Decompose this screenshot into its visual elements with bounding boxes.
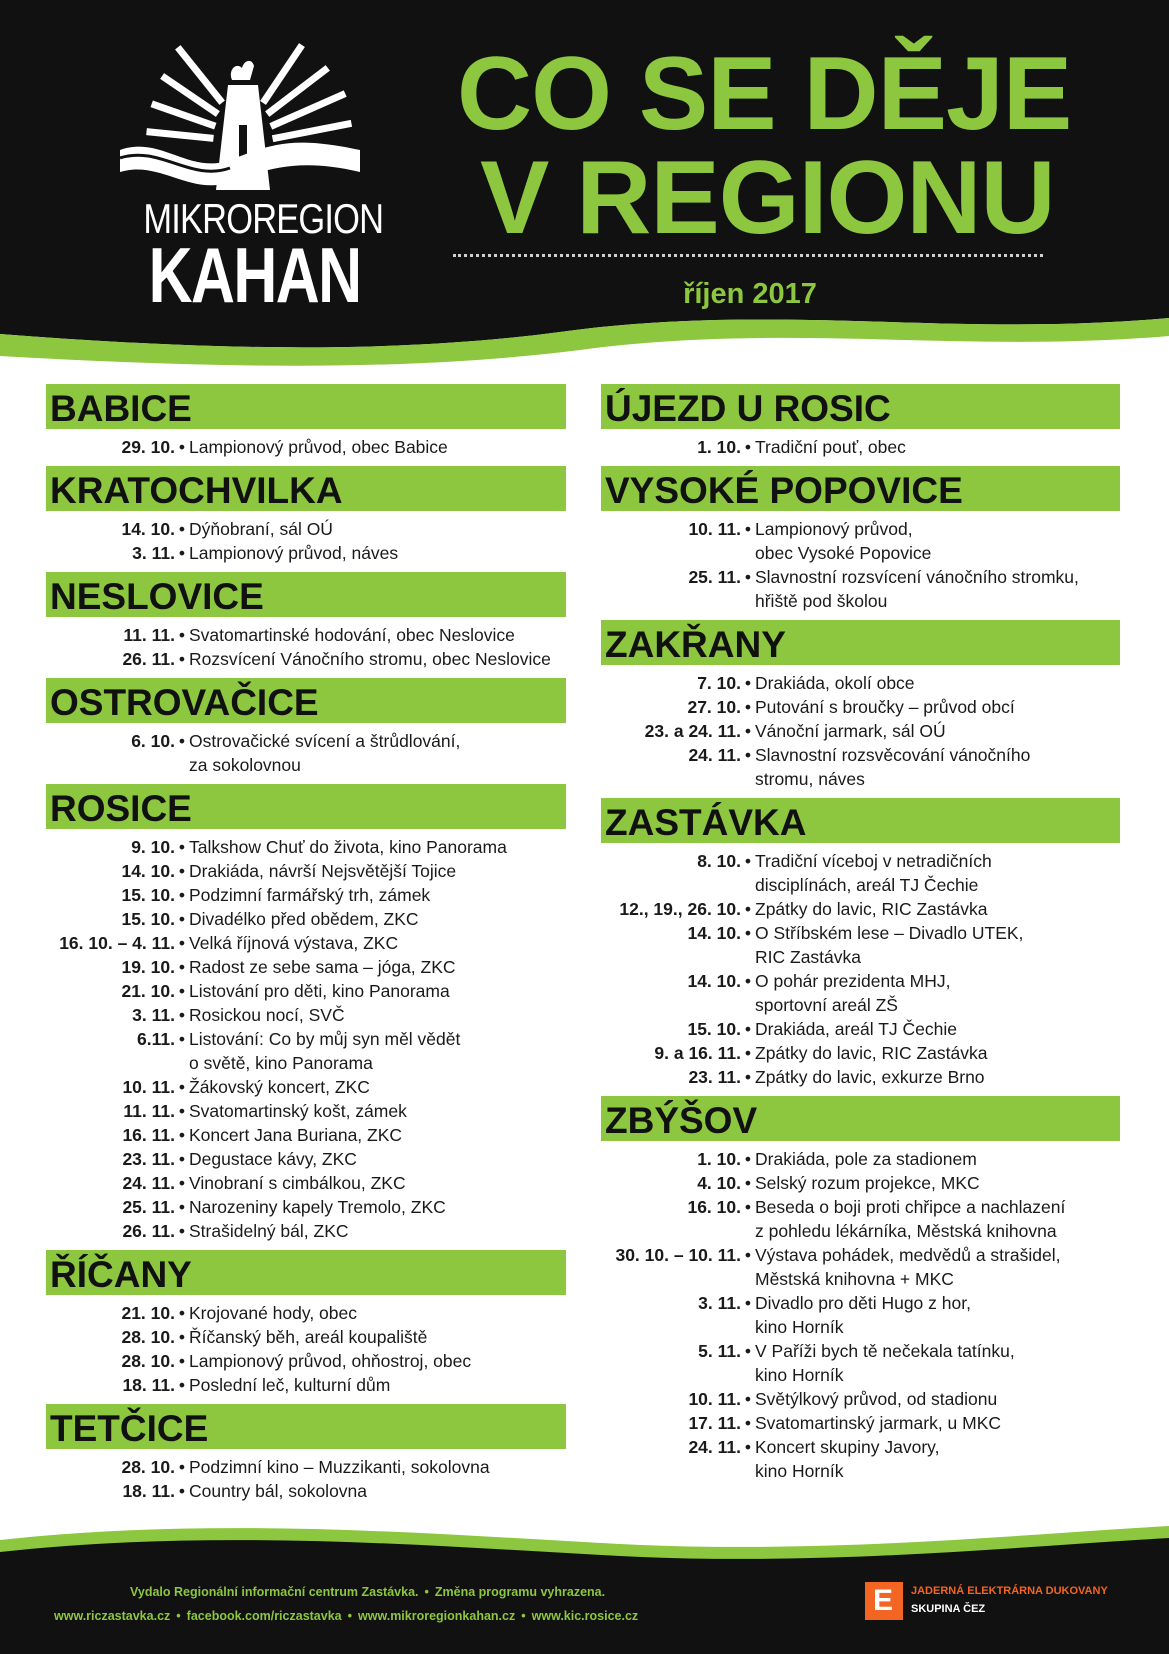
municipality-section [601,620,1120,791]
bullet: • [178,885,186,905]
event-date: 3. 11. [132,1005,175,1025]
bullet: • [178,1029,186,1049]
footer [0,1500,1169,1654]
event-date: 24. 11. [122,1173,175,1193]
event-list [46,429,566,459]
event-date: 3. 11. [698,1293,741,1313]
bullet: • [744,697,752,717]
event-date: 18. 11. [122,1375,175,1395]
bullet: • [178,1303,186,1323]
footer-background [0,1500,1169,1654]
event-list [601,1141,1120,1483]
event-text: Selský rozum projekce, MKC [755,1173,980,1193]
bullet: • [178,1481,186,1501]
footer-publisher-line [130,1585,605,1599]
event-text: Lampionový průvod, obec Babice [189,437,448,457]
event-text: Svatomartinský košt, zámek [189,1101,407,1121]
bullet: • [744,1149,752,1169]
page-title-line2: V REGIONU [480,140,1055,256]
municipality-heading: ŘÍČANY [46,1250,566,1295]
bullet: • [178,1077,186,1097]
event-text: Koncert skupiny Javory, kino Horník [755,1437,940,1481]
event-list [601,665,1120,791]
footer-links [54,1609,638,1623]
bullet: • [178,1327,186,1347]
event-date: 10. 11. [688,1389,741,1409]
bullet: • [744,721,752,741]
event-list [601,511,1120,613]
event-date: 14. 10. [121,519,175,539]
municipality-heading: OSTROVAČICE [46,678,566,723]
bullet: • [178,957,186,977]
event-row [601,1339,1120,1387]
event-row [601,1171,1120,1195]
event-date: 14. 10. [687,971,741,991]
event-date: 10. 11. [688,519,741,539]
municipality-section [601,384,1120,459]
event-date: 6. 10. [131,731,175,751]
cez-logo-icon: E [865,1582,903,1620]
municipality-section [46,784,566,1243]
event-row [601,435,1120,459]
bullet: • [178,625,186,645]
event-text: Zpátky do lavic, RIC Zastávka [755,1043,988,1063]
right-column [601,384,1120,1490]
municipality-heading: ÚJEZD U ROSIC [601,384,1120,429]
lamp-logo-icon [120,40,380,200]
event-date: 16. 11. [122,1125,175,1145]
header [0,0,1169,380]
event-row [601,1243,1120,1291]
event-text: Lampionový průvod, obec Vysoké Popovice [755,519,932,563]
event-row [46,1349,566,1373]
event-date: 14. 10. [121,861,175,881]
event-text: Světýlkový průvod, od stadionu [755,1389,998,1409]
event-row [601,897,1120,921]
event-text: Divadélko před obědem, ZKC [189,909,419,929]
event-date: 15. 10. [121,885,175,905]
bullet: • [744,567,752,587]
bullet: • [744,923,752,943]
event-date: 8. 10. [697,851,741,871]
bullet: • [178,1125,186,1145]
event-row [601,695,1120,719]
event-text: Dýňobraní, sál OÚ [189,519,333,539]
event-row [601,565,1120,613]
event-date: 28. 10. [121,1351,175,1371]
bullet: • [744,1019,752,1039]
event-text: Slavnostní rozsvěcování vánočního stromu, náves [755,745,1031,789]
event-date: 24. 11. [688,1437,741,1457]
bullet: • [744,1389,752,1409]
event-text: Listování pro děti, kino Panorama [189,981,450,1001]
event-row [46,907,566,931]
event-date: 16. 10. – 4. 11. [59,933,175,953]
event-text: O pohár prezidenta MHJ, sportovní areál ZŠ [755,971,951,1015]
event-date: 26. 11. [122,1221,175,1241]
municipality-heading: NESLOVICE [46,572,566,617]
event-row [46,979,566,1003]
event-row [601,1195,1120,1243]
event-date: 15. 10. [121,909,175,929]
event-text: Drakiáda, pole za stadionem [755,1149,977,1169]
event-list [46,1449,566,1503]
bullet: • [744,1245,752,1265]
bullet: • [744,519,752,539]
event-date: 11. 11. [123,1101,175,1121]
municipality-section [46,1404,566,1503]
event-list [601,843,1120,1089]
event-row [601,1291,1120,1339]
event-row [601,921,1120,969]
bullet: • [744,1197,752,1217]
event-date: 15. 10. [687,1019,741,1039]
event-text: Listování: Co by můj syn měl vědět o světě, kino Panorama [189,1029,461,1073]
event-date: 21. 10. [121,981,175,1001]
bullet: • [178,1173,186,1193]
bullet: • [744,899,752,919]
municipality-heading: VYSOKÉ POPOVICE [601,466,1120,511]
event-date: 1. 10. [697,1149,741,1169]
municipality-heading: ZASTÁVKA [601,798,1120,843]
event-list [46,511,566,565]
bullet: • [744,673,752,693]
event-row [601,1017,1120,1041]
municipality-heading: ROSICE [46,784,566,829]
bullet: • [744,851,752,871]
bullet: • [178,519,186,539]
month-label: říjen 2017 [683,278,817,310]
municipality-section [46,384,566,459]
event-row [601,719,1120,743]
event-row [46,1147,566,1171]
event-date: 25. 11. [688,567,741,587]
event-date: 7. 10. [697,673,741,693]
footer-link-riczastavka[interactable]: www.riczastavka.cz [54,1609,171,1623]
event-date: 29. 10. [121,437,175,457]
event-row [46,541,566,565]
event-date: 21. 10. [121,1303,175,1323]
logo-line-mikroregion: MIKROREGION [143,195,384,242]
event-row [601,743,1120,791]
municipality-heading: TETČICE [46,1404,566,1449]
event-row [601,1065,1120,1089]
bullet: • [178,909,186,929]
event-row [601,969,1120,1017]
event-row [46,1325,566,1349]
event-row [46,1455,566,1479]
event-text: Poslední leč, kulturní dům [189,1375,391,1395]
event-date: 1. 10. [697,437,741,457]
event-text: Podzimní farmářský trh, zámek [189,885,431,905]
event-date: 14. 10. [687,923,741,943]
bullet: • [178,1221,186,1241]
bullet: • [178,1101,186,1121]
event-date: 16. 10. [687,1197,741,1217]
event-row [46,435,566,459]
event-text: Slavnostní rozsvícení vánočního stromku, hřiště pod školou [755,567,1079,611]
event-row [601,1411,1120,1435]
bullet: • [178,543,186,563]
event-row [601,1041,1120,1065]
event-row [46,1123,566,1147]
event-row [601,1387,1120,1411]
event-date: 23. a 24. 11. [644,721,741,741]
event-text: Degustace kávy, ZKC [189,1149,357,1169]
event-text: Lampionový průvod, náves [189,543,399,563]
bullet: • [178,649,186,669]
event-row [601,517,1120,565]
logo-line-kahan: KAHAN [148,231,361,319]
event-date: 30. 10. – 10. 11. [615,1245,741,1265]
bullet: • [744,971,752,991]
event-date: 12., 19., 26. 10. [619,899,741,919]
event-text: Podzimní kino – Muzzikanti, sokolovna [189,1457,490,1477]
event-text: Zpátky do lavic, exkurze Brno [755,1067,985,1087]
event-row [46,1195,566,1219]
event-text: O Stříbském lese – Divadlo UTEK, RIC Zastávka [755,923,1024,967]
event-text: Vinobraní s cimbálkou, ZKC [189,1173,406,1193]
bullet: • [178,1149,186,1169]
municipality-section [46,466,566,565]
municipality-section [46,678,566,777]
bullet: • [744,1437,752,1457]
event-row [46,517,566,541]
event-text: V Paříži bych tě nečekala tatínku, kino Horník [755,1341,1015,1385]
event-row [46,1027,566,1075]
event-date: 9. a 16. 11. [654,1043,741,1063]
event-text: Drakiáda, okolí obce [755,673,915,693]
event-row [46,1075,566,1099]
event-date: 23. 11. [688,1067,741,1087]
municipality-section [601,798,1120,1089]
bullet: • [178,437,186,457]
bullet: • [744,1043,752,1063]
event-text: Beseda o boji proti chřipce a nachlazení z pohledu lékárníka, Městská knihovna [755,1197,1066,1241]
municipality-section [601,1096,1120,1483]
page-title-line1: CO SE DĚJE [457,36,1072,152]
event-text: Krojované hody, obec [189,1303,357,1323]
event-date: 18. 11. [122,1481,175,1501]
event-date: 23. 11. [122,1149,175,1169]
event-list [46,723,566,777]
dotted-divider [453,254,1043,257]
event-text: Velká říjnová výstava, ZKC [189,933,399,953]
event-row [601,671,1120,695]
event-row [46,1373,566,1397]
bullet: • [178,1351,186,1371]
event-date: 6.11. [137,1029,175,1049]
mikroregion-kahan-logo [120,40,384,319]
municipality-section [601,466,1120,613]
bullet: • [178,837,186,857]
event-row [601,1435,1120,1483]
event-list [46,829,566,1243]
event-text: Lampionový průvod, ohňostroj, obec [189,1351,472,1371]
bullet: • [178,1375,186,1395]
event-row [46,955,566,979]
event-date: 19. 10. [121,957,175,977]
event-date: 28. 10. [121,1457,175,1477]
municipality-heading: ZAKŘANY [601,620,1120,665]
bullet: • [178,981,186,1001]
event-row [46,931,566,955]
event-text: Rozsvícení Vánočního stromu, obec Neslovice [189,649,551,669]
event-row [46,835,566,859]
event-text: Svatomartinský jarmark, u MKC [755,1413,1002,1433]
event-date: 24. 11. [688,745,741,765]
sponsor-group: SKUPINA ČEZ [911,1603,986,1615]
bullet: • [744,437,752,457]
event-text: Radost ze sebe sama – jóga, ZKC [189,957,456,977]
event-text: Talkshow Chuť do života, kino Panorama [189,837,507,857]
left-column [46,384,566,1510]
event-text: Tradiční pouť, obec [755,437,906,457]
event-date: 27. 10. [687,697,741,717]
event-text: Říčanský běh, areál koupaliště [189,1327,428,1347]
footer-note: Změna programu vyhrazena. [434,1585,606,1599]
event-row [46,729,566,777]
bullet: • [178,1197,186,1217]
event-list [601,429,1120,459]
municipality-section [46,572,566,671]
event-row [46,1003,566,1027]
event-text: Výstava pohádek, medvědů a strašidel, Městská knihovna + MKC [755,1245,1061,1289]
bullet: • [744,1293,752,1313]
event-row [46,647,566,671]
footer-separator: • [521,1609,526,1623]
event-date: 4. 10. [697,1173,741,1193]
footer-link-mikroregionkahan[interactable]: www.mikroregionkahan.cz [358,1609,516,1623]
event-row [46,1099,566,1123]
municipality-section [46,1250,566,1397]
event-text: Strašidelný bál, ZKC [189,1221,349,1241]
bullet: • [744,1413,752,1433]
footer-separator: • [347,1609,353,1623]
bullet: • [178,861,186,881]
event-date: 25. 11. [122,1197,175,1217]
event-list [46,1295,566,1397]
event-date: 17. 11. [688,1413,741,1433]
bullet: • [178,1457,186,1477]
event-text: Ostrovačické svícení a štrůdlování, za sokolovnou [189,731,461,775]
event-text: Rosickou nocí, SVČ [189,1005,345,1025]
event-text: Putování s broučky – průvod obcí [755,697,1015,717]
event-date: 26. 11. [122,649,175,669]
event-date: 10. 11. [122,1077,175,1097]
bullet: • [744,1341,752,1361]
event-list [46,617,566,671]
event-row [46,1219,566,1243]
municipality-heading: BABICE [46,384,566,429]
event-row [601,849,1120,897]
bullet: • [178,731,186,751]
footer-link-kic-rosice[interactable]: www.kic.rosice.cz [531,1609,639,1623]
event-text: Tradiční víceboj v netradičních disciplínách, areál TJ Čechie [755,851,992,895]
event-row [601,1147,1120,1171]
event-date: 3. 11. [132,543,175,563]
event-text: Vánoční jarmark, sál OÚ [755,721,946,741]
bullet: • [178,933,186,953]
footer-link-facebook[interactable]: facebook.com/riczastavka [186,1609,342,1623]
event-date: 9. 10. [131,837,175,857]
event-text: Drakiáda, areál TJ Čechie [755,1019,957,1039]
event-date: 5. 11. [698,1341,741,1361]
event-text: Divadlo pro děti Hugo z hor, kino Horník [755,1293,971,1337]
footer-publisher: Vydalo Regionální informační centrum Zastávka. [130,1585,419,1599]
event-row [46,623,566,647]
event-row [46,859,566,883]
event-text: Narozeniny kapely Tremolo, ZKC [189,1197,446,1217]
event-text: Koncert Jana Buriana, ZKC [189,1125,403,1145]
event-row [46,883,566,907]
sponsor-name: JADERNÁ ELEKTRÁRNA DUKOVANY [911,1585,1108,1597]
event-date: 28. 10. [121,1327,175,1347]
municipality-heading: ZBÝŠOV [601,1096,1120,1141]
event-date: 11. 11. [123,625,175,645]
bullet: • [744,745,752,765]
event-text: Žákovský koncert, ZKC [189,1077,370,1097]
bullet: • [178,1005,186,1025]
footer-separator: • [424,1585,429,1599]
event-text: Drakiáda, návrší Nejsvětější Tojice [189,861,457,881]
event-text: Country bál, sokolovna [189,1481,368,1501]
bullet: • [744,1173,752,1193]
municipality-heading: KRATOCHVILKA [46,466,566,511]
event-text: Zpátky do lavic, RIC Zastávka [755,899,988,919]
cez-sponsor-logo [865,1582,1125,1622]
bullet: • [744,1067,752,1087]
event-row [46,1301,566,1325]
footer-separator: • [176,1609,181,1623]
event-text: Svatomartinské hodování, obec Neslovice [189,625,515,645]
event-row [46,1171,566,1195]
